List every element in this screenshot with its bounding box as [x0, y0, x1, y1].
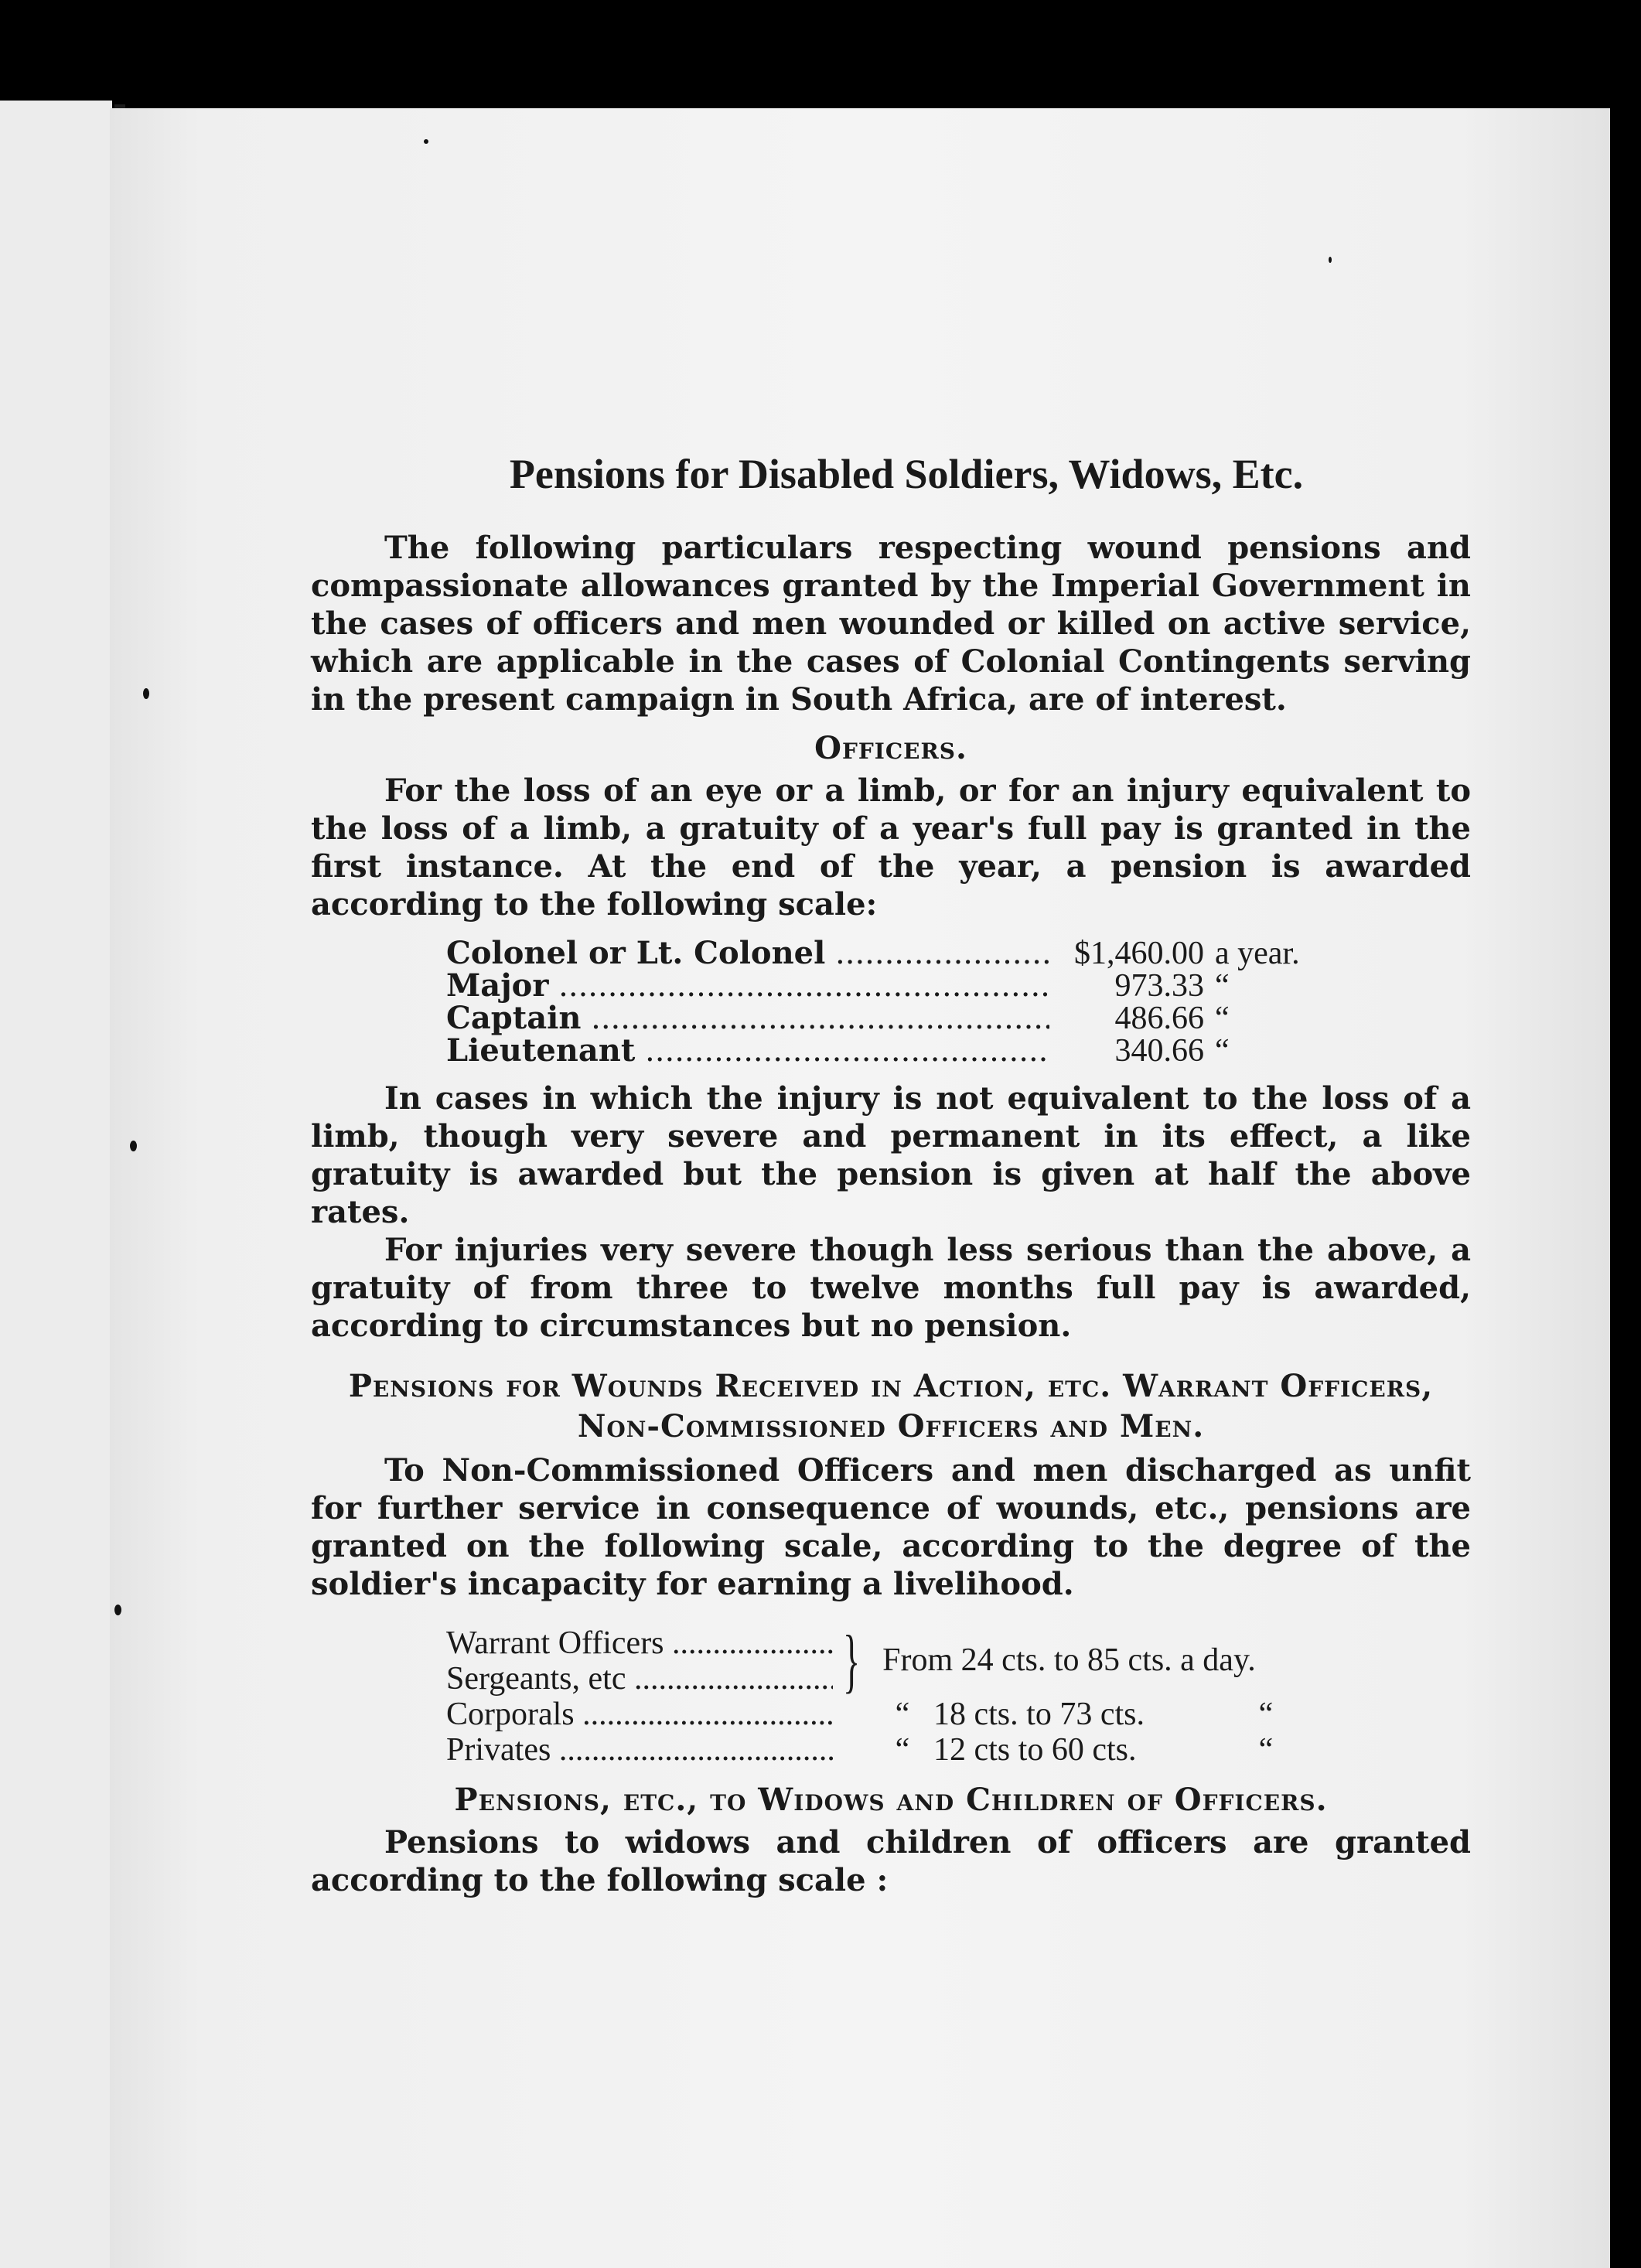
scale-row [446, 967, 1471, 1004]
pension-unit: “ [1215, 1033, 1230, 1069]
widows-paragraph: Pensions to widows and children of officers are granted according to the following scale : [311, 1824, 1471, 1898]
scale-row [446, 1032, 1471, 1069]
scale-row [446, 1696, 1471, 1731]
page-content [311, 448, 1471, 1899]
brace-glyph: } [843, 1621, 861, 1700]
officers-paragraph: For the loss of an eye or a limb, or for an injury equivalent to the loss of a limb, a gratuity of a year's full pay is granted in the first instance. At the end of the year, a pension is awarded according to the following scale: [311, 772, 1471, 923]
pension-unit: “ [1215, 1001, 1230, 1036]
rank-label: Privates ..... [446, 1731, 833, 1769]
margin-mark [114, 1605, 121, 1615]
rank-label: Lieutenant ..... [446, 1032, 1049, 1070]
rank-label: Colonel or Lt. Colonel ..... [446, 934, 1049, 973]
pension-amount: 486.66 [1114, 1001, 1204, 1036]
scale-row [446, 999, 1471, 1036]
rank-label: Sergeants, etc ..... [446, 1660, 833, 1698]
ditto-mark: “ [895, 1732, 910, 1768]
adjacent-page-edge [0, 101, 112, 2268]
intro-paragraph: The following particulars respecting wound pensions and compassionate allowances granted by the Imperial Government in the cases of officers and men wounded or killed on active service, which are applicable in the cases of Colonial Contingents serving in the present campaign in South Africa, are of interest. [311, 530, 1471, 718]
wounds-heading-line-2: Non-Commissioned Officers and Men. [577, 1408, 1205, 1444]
margin-mark [130, 1141, 137, 1151]
pension-amount: 973.33 [1114, 968, 1204, 1004]
pension-unit: a year. [1215, 936, 1300, 971]
pension-amount: $1,460.00 [1074, 936, 1204, 971]
officers-heading: Officers. [814, 730, 967, 766]
pension-rate: 18 cts. to 73 cts. [933, 1697, 1145, 1732]
wounds-heading [311, 1366, 1471, 1447]
injury-paragraph: In cases in which the injury is not equivalent to the loss of a limb, though very severe and permanent in its effect, a like gratuity is awarded but the pension is given at half the above rates. [311, 1080, 1471, 1230]
braced-rate: From 24 cts. to 85 cts. a day. [882, 1642, 1256, 1678]
ditto-mark: “ [1258, 1697, 1274, 1732]
men-pension-scale [446, 1621, 1471, 1768]
ditto-mark: “ [1258, 1732, 1274, 1768]
severe-injury-paragraph: For injuries very severe though less serious than the above, a gratuity of from three to twelve months full pay is awarded, according to circumstances but no pension. [311, 1232, 1471, 1344]
rank-label: Corporals ..... [446, 1696, 833, 1734]
wounds-heading-line-1: Pensions for Wounds Received in Action, etc. Warrant Officers, [348, 1368, 1434, 1404]
ditto-mark: “ [895, 1697, 910, 1732]
speck [424, 139, 428, 144]
nco-paragraph: To Non-Commissioned Officers and men discharged as unfit for further service in consequence of wounds, etc., pensions are granted on the following scale, according to the degree of the soldier's incapacity for earning a livelihood. [311, 1452, 1471, 1602]
pension-amount: 340.66 [1114, 1033, 1204, 1069]
rank-label: Captain ..... [446, 999, 1049, 1038]
pension-rate: 12 cts to 60 cts. [933, 1732, 1137, 1768]
pension-unit: “ [1215, 968, 1230, 1004]
margin-mark [143, 688, 149, 699]
widows-heading: Pensions, etc., to Widows and Children of Officers. [454, 1782, 1328, 1818]
officer-pension-scale [446, 934, 1471, 1069]
scale-row [446, 1731, 1471, 1767]
braced-group [446, 1621, 1471, 1700]
speck [1329, 257, 1332, 263]
scale-row [446, 934, 1471, 971]
page-title: Pensions for Disabled Soldiers, Widows, Etc. [509, 451, 1304, 497]
rank-label: Warrant Officers ..... [446, 1625, 833, 1663]
rank-label: Major ..... [446, 967, 1049, 1005]
